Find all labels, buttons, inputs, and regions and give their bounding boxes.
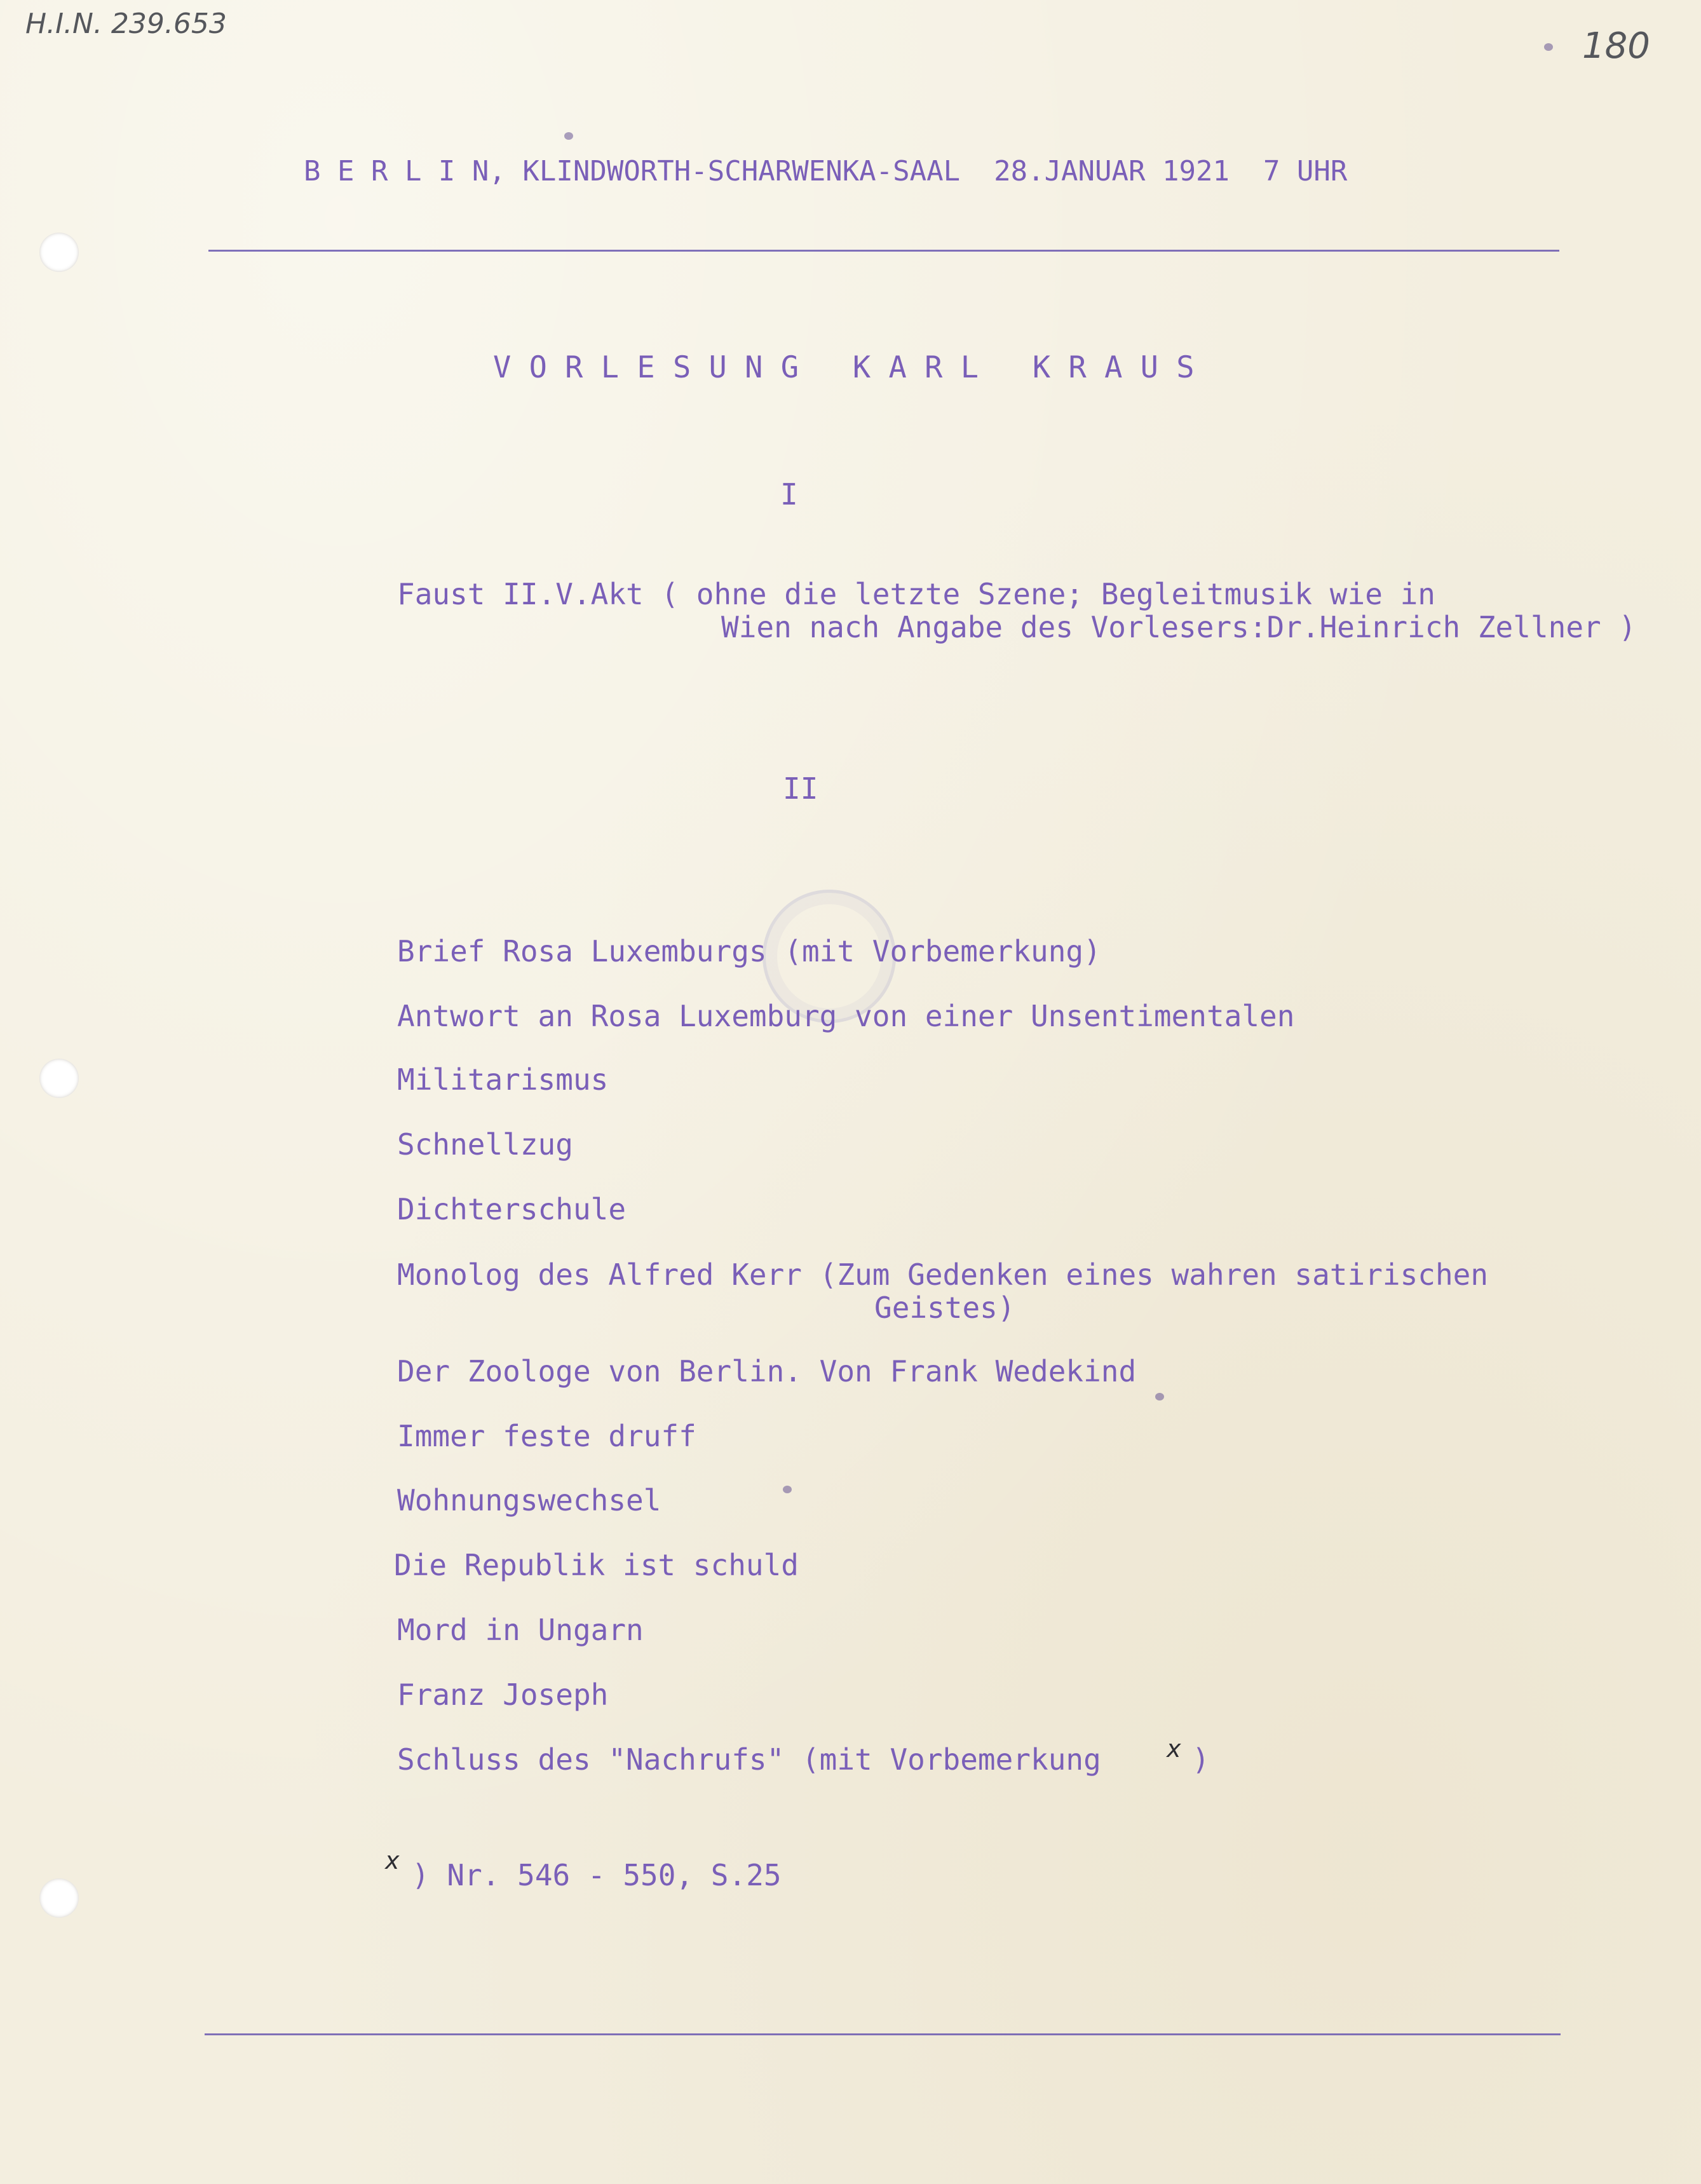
footnote-text: ) Nr. 546 - 550, S.25 [412, 1858, 782, 1892]
header-rule [208, 250, 1559, 252]
ink-speck [783, 1486, 792, 1493]
footnote-reference-mark: x [1167, 1735, 1181, 1763]
program-item-monolog-kerr: Monolog des Alfred Kerr (Zum Gedenken eines wahren satirischen [397, 1258, 1489, 1292]
folio-number: 180 [1582, 25, 1650, 67]
footer-rule [205, 2033, 1561, 2035]
punch-hole-top [39, 233, 79, 272]
program-item-dichterschule: Dichterschule [397, 1192, 627, 1226]
part-one-line-1: Faust II.V.Akt ( ohne die letzte Szene; Begleitmusik wie in [397, 577, 1435, 611]
part-two-numeral: II [783, 771, 818, 806]
venue-date-header: B E R L I N, KLINDWORTH-SCHARWENKA-SAAL 28.JANUAR 1921 7 UHR [304, 155, 1348, 187]
program-item-franz-joseph: Franz Joseph [397, 1678, 609, 1712]
punch-hole-middle [39, 1059, 79, 1098]
punch-hole-bottom [39, 1878, 79, 1918]
program-item-schnellzug: Schnellzug [397, 1127, 573, 1162]
archive-signature: H.I.N. 239.653 [25, 8, 227, 40]
program-item-republik-ist-schuld: Die Republik ist schuld [394, 1548, 799, 1582]
program-item-immer-feste-druff: Immer feste druff [397, 1419, 696, 1453]
program-item-rosa-luxemburg-letter: Brief Rosa Luxemburgs (mit Vorbemerkung) [397, 934, 1101, 968]
footnote-mark: x [385, 1847, 400, 1875]
program-item-reply-rosa-luxemburg: Antwort an Rosa Luxemburg von einer Unsentimentalen [397, 999, 1295, 1033]
part-one-numeral: I [780, 477, 798, 512]
ink-speck [1155, 1393, 1164, 1401]
page-title: V O R L E S U N G K A R L K R A U S [493, 350, 1195, 385]
program-item-closing-paren: ) [1192, 1742, 1210, 1777]
ink-speck [564, 132, 573, 140]
program-item-wohnungswechsel: Wohnungswechsel [397, 1483, 661, 1517]
program-item-schluss-nachrufs: Schluss des "Nachrufs" (mit Vorbemerkung [397, 1742, 1119, 1777]
program-item-monolog-kerr-continued: Geistes) [874, 1291, 1015, 1325]
part-one-line-2: Wien nach Angabe des Vorlesers:Dr.Heinrich Zellner ) [721, 610, 1637, 644]
program-item-mord-in-ungarn: Mord in Ungarn [397, 1613, 644, 1647]
program-item-zoologe-von-berlin: Der Zoologe von Berlin. Von Frank Wedekind [397, 1354, 1137, 1388]
program-item-militarismus: Militarismus [397, 1062, 609, 1097]
ink-speck [1544, 43, 1553, 51]
